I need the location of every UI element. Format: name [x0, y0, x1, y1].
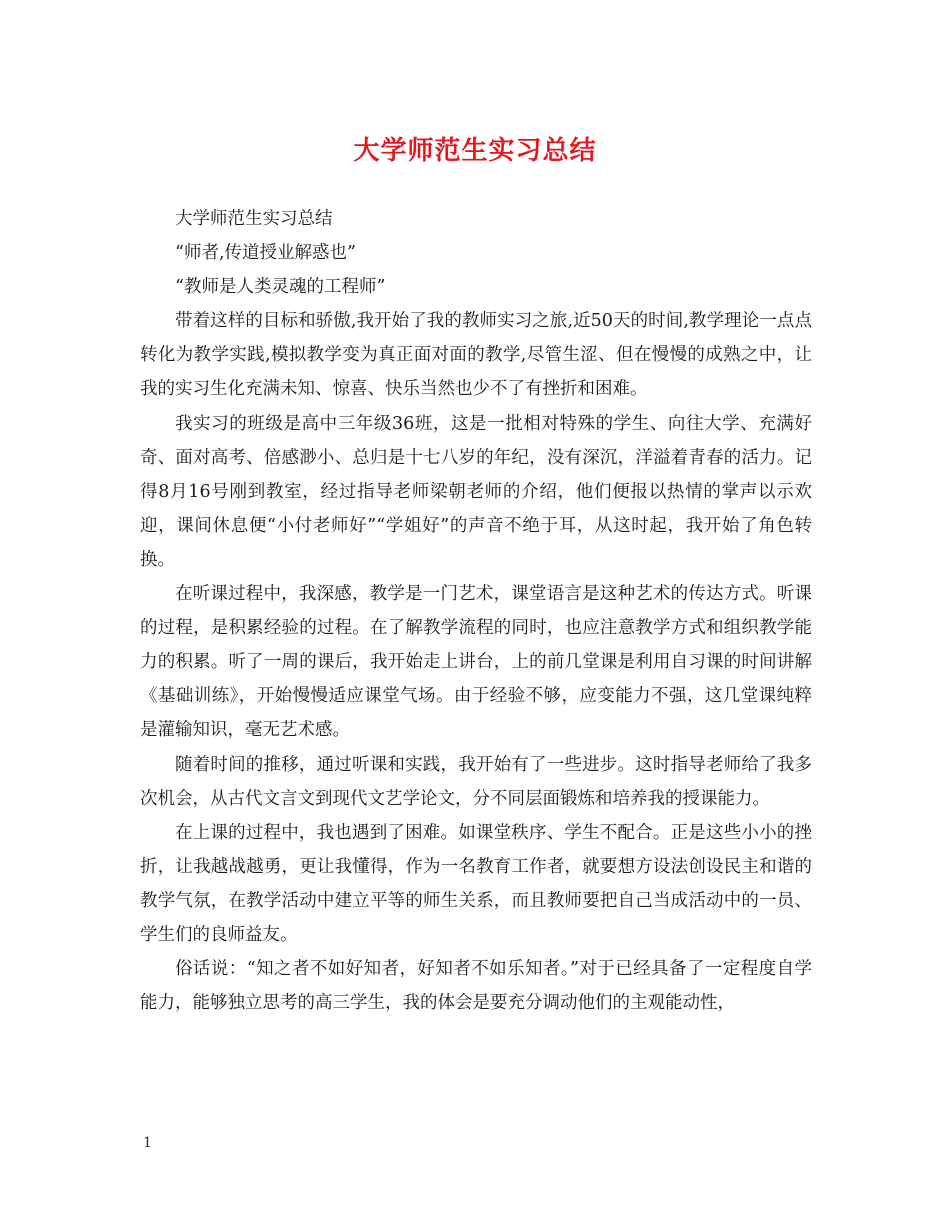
- paragraph: 我实习的班级是高中三年级36班，这是一批相对特殊的学生、向往大学、充满好奇、面对高考、倍感渺小、总归是十七八岁的年纪，没有深沉，洋溢着青春的活力。记得8月16号刚到教室，经过指导老师梁朝老师的介绍，他们便报以热情的掌声以示欢迎，课间休息便“小付老师好”“学姐好”的声音不绝于耳，从这时起，我开始了角色转换。: [140, 413, 812, 570]
- paragraph: 俗话说：“知之者不如好知者，好知者不如乐知者。”对于已经具备了一定程度自学能力，能够独立思考的高三学生，我的体会是要充分调动他们的主观能动性，: [140, 959, 812, 1014]
- paragraph: 随着时间的推移，通过听课和实践，我开始有了一些进步。这时指导老师给了我多次机会，从古代文言文到现代文艺学论文，分不同层面锻炼和培养我的授课能力。: [140, 754, 812, 809]
- paragraph-heading: 大学师范生实习总结: [175, 209, 333, 229]
- document-body: [140, 202, 812, 1020]
- paragraph: 带着这样的目标和骄傲,我开始了我的教师实习之旅,近50天的时间,教学理论一点点转化为教学实践,模拟教学变为真正面对面的教学,尽管生涩、但在慢慢的成熟之中，让我的实习生化充满未知、惊喜、快乐当然也少不了有挫折和困难。: [140, 311, 812, 400]
- document-title: 大学师范生实习总结: [353, 136, 597, 166]
- paragraph: 在听课过程中，我深感，教学是一门艺术，课堂语言是这种艺术的传达方式。听课的过程，是积累经验的过程。在了解教学流程的同时，也应注意教学方式和组织教学能力的积累。听了一周的课后，我开始走上讲台，上的前几堂课是利用自习课的时间讲解《基础训练》，开始慢慢适应课堂气场。由于经验不够，应变能力不强，这几堂课纯粹是灌输知识，毫无艺术感。: [140, 584, 812, 741]
- page-number: 1: [143, 1135, 152, 1151]
- paragraph-quote-2: “教师是人类灵魂的工程师”: [175, 277, 386, 298]
- paragraph: 在上课的过程中，我也遇到了困难。如课堂秩序、学生不配合。正是这些小小的挫折，让我越战越勇，更让我懂得，作为一名教育工作者，就要想方设法创设民主和谐的教学气氛，在教学活动中建立平等的师生关系，而且教师要把自己当成活动中的一员、学生们的良师益友。: [140, 822, 812, 945]
- paragraph-quote-1: “师者,传道授业解惑也”: [175, 243, 356, 264]
